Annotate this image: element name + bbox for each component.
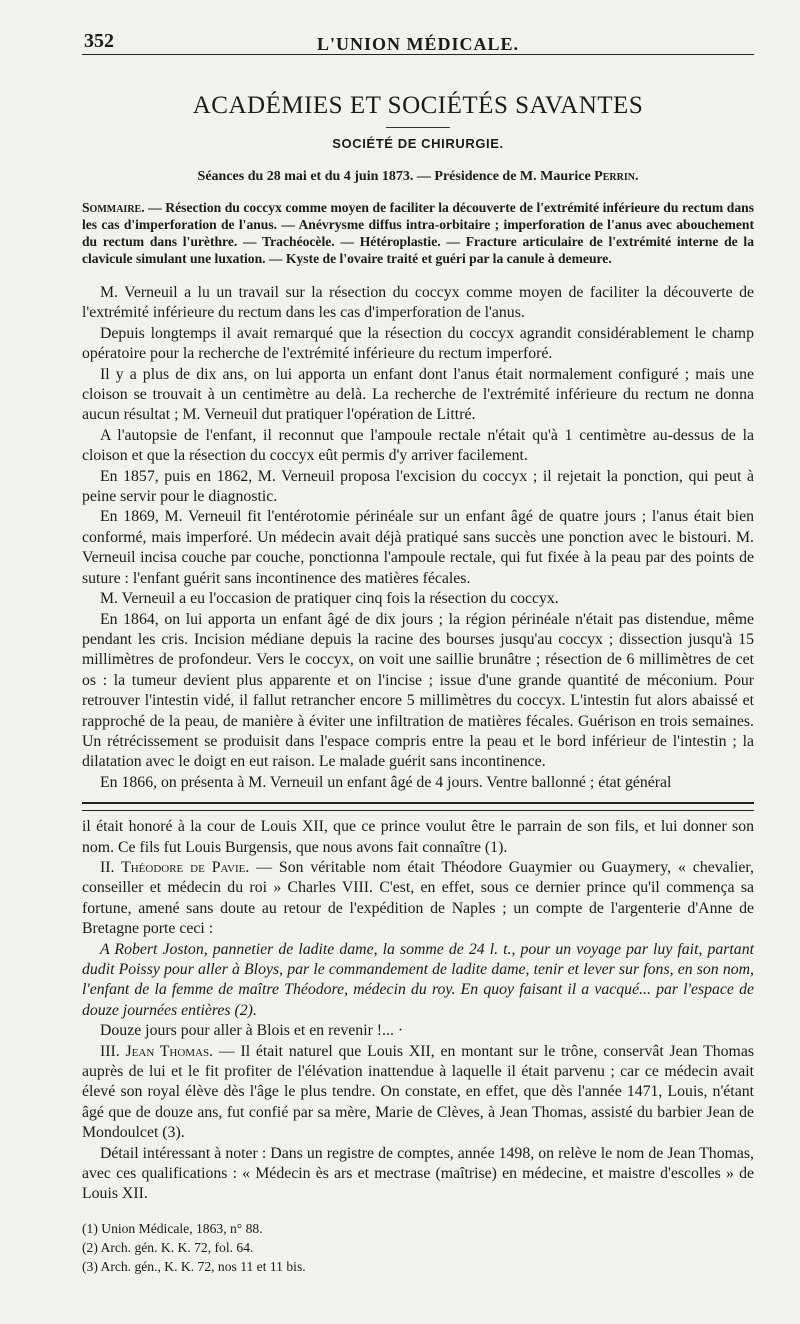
paragraph: Détail intéressant à noter : Dans un registre de comptes, année 1498, on relève le nom de Jean Thomas, avec ces qualifications : « Médecin ès ars et mectrase (maîtrise) en médecine, et maistre d'escolles » de Louis XII. xyxy=(82,1144,754,1203)
title-rule xyxy=(386,127,450,128)
sessions-text: Séances du 28 mai et du 4 juin 1873. — Présidence de M. Maurice xyxy=(197,169,595,184)
sessions-line xyxy=(82,169,754,185)
paragraph: En 1864, on lui apporta un enfant âgé de dix jours ; la région périnéale n'était pas distendue, même pendant les cris. Incision médiane depuis la racine des bourses jusqu'au coccyx ; dissection jusqu'à 15 millimètres de profondeur. Vers le coccyx, on voit une saillie brunâtre ; résection de 6 millimètres de cet os : la tumeur devient plus apparente et on l'incise ; issue d'une grande quantité de méconium. Pour retrouver l'intestin vidé, il fallut retrancher encore 5 millimètres du coccyx. L'intestin fut alors abaissé et rapproché de la peau, de manière à éviter une infiltration de matières fécales. Guérison en trois semaines. Un rétrécissement se produisit dans l'espace compris entre la peau et le bord inférieur de l'intestin ; la dilatation avec le doigt en eut raison. Le malade guérit sans incontinence. xyxy=(82,610,754,771)
president-name: Perrin. xyxy=(594,169,639,184)
paragraph xyxy=(82,1042,754,1144)
paragraph: Douze jours pour aller à Blois et en revenir !... · xyxy=(100,1022,404,1040)
quotation: A Robert Joston, pannetier de ladite dame, la somme de 24 l. t., pour un voyage par luy fait, partant dudit Poissy pour aller à Bloys, par le commandement de ladite dame, tenir et lever sur fons, en son nom, l'enfant de la femme de maître Théodore, médecin du roy. En quoy faisant il a vacqué... par l'espace de douze journées entières (2). xyxy=(82,940,754,1019)
summary-text: — Résection du coccyx comme moyen de faciliter la découverte de l'extrémité inférieure du rectum dans les cas d'imperforation de l'anus. — Anévrysme diffus intra-orbitaire ; imperforation de l'anus avec abouchement du rectum dans l'urèthre. — Trachéocèle. — Hétéroplastie. — Fracture articulaire de l'extrémité interne de la clavicule simulant une luxation. — Kyste de l'ovaire traité et guéri par la canule à demeure. xyxy=(82,200,754,266)
paragraph: M. Verneuil a lu un travail sur la résection du coccyx comme moyen de faciliter la découverte de l'extrémité inférieure du rectum dans les cas d'imperforation de l'anus. xyxy=(82,284,754,322)
summary xyxy=(82,199,754,267)
paragraph: En 1869, M. Verneuil fit l'entérotomie périnéale sur un enfant âgé de quatre jours ; l'anus était bien conformé, mais imperforé. Un médecin avait déjà pratiqué sans succès une ponction avec le bistouri. M. Verneuil incisa couche par couche, ponctionna l'ampoule rectale, qui fut fixée à la peau par des points de suture : l'enfant guérit sans incontinence des matières fécales. xyxy=(82,508,754,587)
entry-text: — Il était naturel que Louis XII, en montant sur le trône, conservât Jean Thomas auprès de lui et le fit profiter de l'élévation inattendue à laquelle il était parvenu ; car ce médecin avait élevé son royal élève dès l'âge le plus tendre. On constate, en effet, que dès l'année 1471, Louis, n'étant âgé que de douze ans, fut confié par sa mère, Marie de Clèves, à Jean Thomas, assisté du barbier Jean de Mondoulcet (3). xyxy=(82,1042,754,1142)
feuilleton-divider xyxy=(82,802,754,811)
paragraph: A l'autopsie de l'enfant, il reconnut que l'ampoule rectale n'était qu'à 1 centimètre au-dessus de la cloison et que la résection du coccyx eût permis d'y arriver facilement. xyxy=(82,426,754,465)
running-head xyxy=(82,18,754,55)
paragraph: Il y a plus de dix ans, on lui apporta un enfant dont l'anus était normalement configuré ; mais une cloison se trouvait à un centimètre au delà. La recherche de l'extrémité inférieure du rectum ne donna aucun résultat ; M. Verneuil dut pratiquer l'opération de Littré. xyxy=(82,365,754,424)
article-body xyxy=(82,283,754,793)
footnote: (3) Arch. gén., K. K. 72, nos 11 et 11 bis. xyxy=(82,1258,306,1274)
paragraph: En 1866, on présenta à M. Verneuil un enfant âgé de 4 jours. Ventre ballonné ; état général xyxy=(100,773,672,791)
entry-text: — Son véritable nom était Théodore Guaymier ou Guaymery, « chevalier, conseiller et médecin du roi » Charles VIII. C'est, en effet, sous ce dernier prince qu'il commença sa fortune, amené sans doute au retour de l'expédition de Naples ; un compte de l'argenterie d'Anne de Bretagne porte ceci : xyxy=(82,858,754,938)
summary-label: Sommaire. xyxy=(82,200,145,215)
paragraph: M. Verneuil a eu l'occasion de pratiquer cinq fois la résection du coccyx. xyxy=(100,590,559,608)
paragraph xyxy=(82,858,754,940)
paragraph: Depuis longtemps il avait remarqué que la résection du coccyx agrandit considérablement le champ opératoire pour la recherche de l'extrémité inférieure du rectum imperforé. xyxy=(82,324,754,363)
entry-name: III. Jean Thomas. xyxy=(100,1042,214,1060)
footnote: (2) Arch. gén. K. K. 72, fol. 64. xyxy=(82,1239,254,1255)
footnotes xyxy=(82,1219,754,1276)
paragraph: il était honoré à la cour de Louis XII, que ce prince voulut être le parrain de son fils, et lui donner son nom. Ce fils fut Louis Burgensis, que nous avons fait connaître (1). xyxy=(82,818,754,856)
entry-name: II. Théodore de Pavie. xyxy=(100,858,250,876)
paragraph: En 1857, puis en 1862, M. Verneuil proposa l'excision du coccyx ; il rejetait la ponction, qui peut à peine servir pour le diagnostic. xyxy=(82,467,754,506)
page-number: 352 xyxy=(84,30,114,52)
society-heading: SOCIÉTÉ DE CHIRURGIE. xyxy=(332,136,504,151)
section-title: ACADÉMIES ET SOCIÉTÉS SAVANTES xyxy=(192,92,644,119)
feuilleton xyxy=(82,817,754,1205)
footnote: (1) Union Médicale, 1863, n° 88. xyxy=(82,1220,263,1236)
journal-title: L'UNION MÉDICALE. xyxy=(316,34,520,54)
